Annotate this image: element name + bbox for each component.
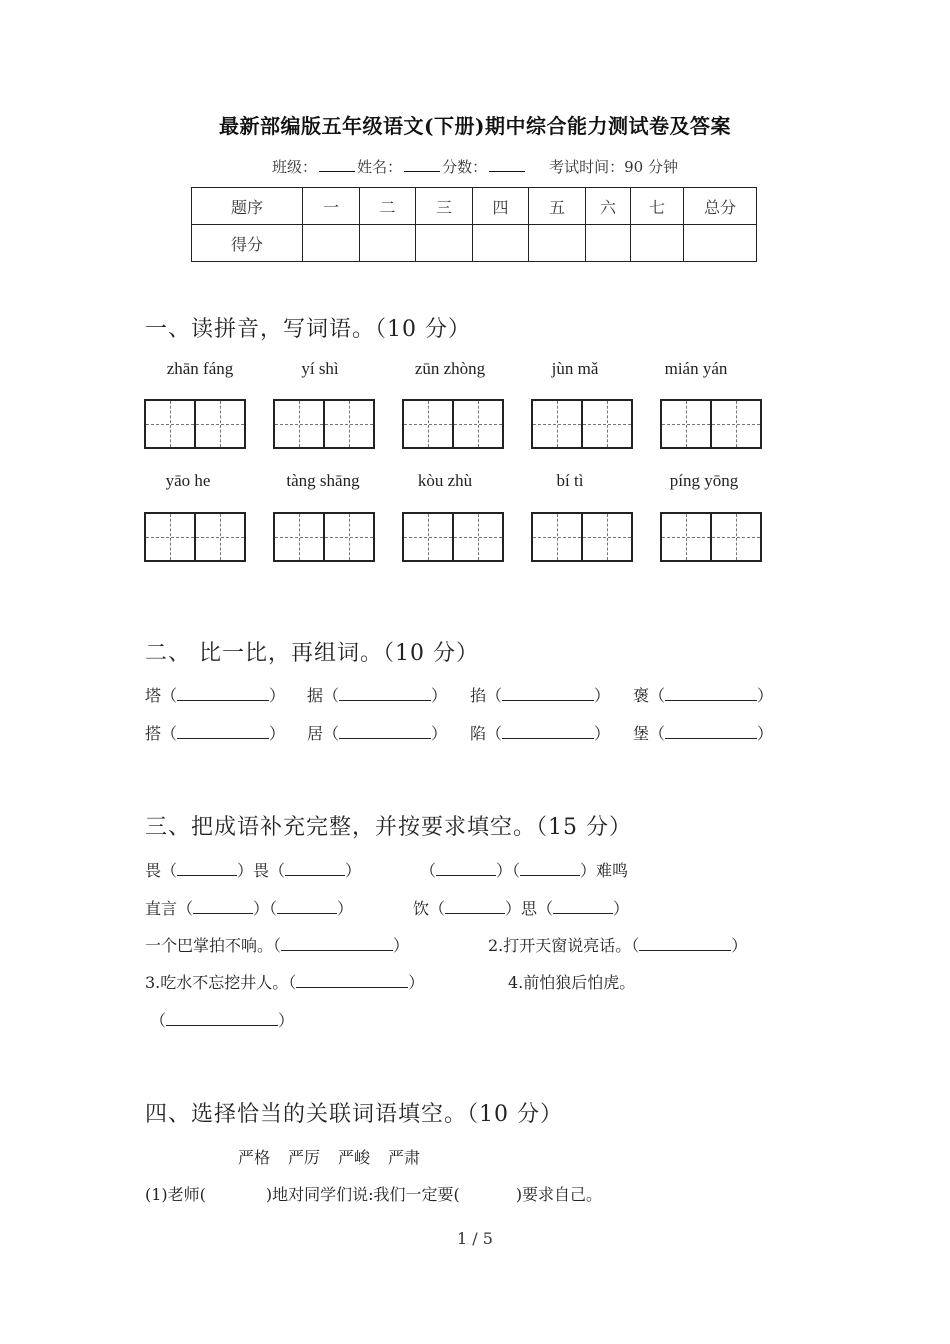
- answer-blank[interactable]: [166, 1009, 278, 1026]
- section-2-heading: 二、 比一比，再组词。（10 分）: [145, 641, 479, 666]
- word-item: 掐（ ）: [470, 686, 611, 705]
- score-label: 分数：: [442, 158, 488, 176]
- table-header-cell: 四: [473, 188, 529, 225]
- table-header-cell: 七: [631, 188, 684, 225]
- proverb-item: 2.打开天窗说亮话。（ ）: [488, 936, 748, 955]
- table-header-cell: 三: [416, 188, 473, 225]
- score-blank[interactable]: [489, 157, 525, 172]
- fill-question: (1)老师( )地对同学们说:我们一定要( )要求自己。: [145, 1185, 603, 1204]
- word-item: 居（ ）: [307, 724, 448, 743]
- word-option: 严峻: [338, 1148, 371, 1167]
- writing-grid[interactable]: [273, 512, 375, 562]
- answer-blank[interactable]: [639, 934, 731, 951]
- table-header-cell: 二: [360, 188, 416, 225]
- score-cell[interactable]: [303, 225, 360, 262]
- score-cell[interactable]: [416, 225, 473, 262]
- exam-info-line: [0, 156, 950, 177]
- idiom-item: （ ）（ ）难鸣: [420, 861, 629, 880]
- answer-blank[interactable]: [445, 897, 505, 914]
- pinyin-label: yāo he: [165, 471, 211, 490]
- word-options: [238, 1145, 420, 1168]
- section-1-heading: 一、读拼音，写词语。（10 分）: [145, 317, 471, 342]
- score-row-label: 得分: [192, 225, 303, 262]
- writing-grid[interactable]: [144, 399, 246, 449]
- answer-blank[interactable]: [281, 934, 393, 951]
- table-header-cell: 题序: [192, 188, 303, 225]
- word-item: 陷（ ）: [470, 724, 611, 743]
- answer-blank[interactable]: [193, 897, 253, 914]
- word-item: 褒（ ）: [633, 686, 774, 705]
- writing-grid[interactable]: [402, 512, 504, 562]
- answer-blank[interactable]: [502, 684, 594, 701]
- section-3-heading: 三、把成语补充完整，并按要求填空。（15 分）: [145, 815, 632, 840]
- pinyin-label: kòu zhù: [417, 471, 473, 490]
- answer-blank[interactable]: [665, 684, 757, 701]
- idiom-item: 饮（ ）思（ ）: [413, 899, 630, 918]
- proverb-item: 4.前怕狼后怕虎。: [508, 973, 636, 992]
- answer-blank[interactable]: [285, 859, 345, 876]
- writing-grid[interactable]: [531, 399, 633, 449]
- answer-blank[interactable]: [277, 897, 337, 914]
- pinyin-label: yí shì: [301, 359, 339, 378]
- proverb-answer: （ ）: [150, 1011, 295, 1030]
- writing-grid[interactable]: [660, 512, 762, 562]
- score-cell[interactable]: [360, 225, 416, 262]
- score-table-header-row: [192, 188, 757, 225]
- pinyin-label: jùn mǎ: [551, 359, 599, 378]
- answer-blank[interactable]: [665, 722, 757, 739]
- table-header-cell: 一: [303, 188, 360, 225]
- writing-grid[interactable]: [273, 399, 375, 449]
- class-label: 班级：: [272, 158, 318, 176]
- name-label: 姓名：: [357, 158, 403, 176]
- score-cell[interactable]: [631, 225, 684, 262]
- name-blank[interactable]: [404, 157, 440, 172]
- score-cell[interactable]: [586, 225, 631, 262]
- table-header-cell: 六: [586, 188, 631, 225]
- score-cell[interactable]: [684, 225, 757, 262]
- table-header-cell: 五: [529, 188, 586, 225]
- answer-blank[interactable]: [436, 859, 496, 876]
- answer-blank[interactable]: [502, 722, 594, 739]
- word-item: 搭（ ）: [145, 724, 286, 743]
- answer-blank[interactable]: [177, 859, 237, 876]
- word-item: 堡（ ）: [633, 724, 774, 743]
- word-item: 塔（ ）: [145, 686, 286, 705]
- idiom-item: 畏（ ）畏（ ）: [145, 861, 362, 880]
- pinyin-label: píng yōng: [669, 471, 739, 490]
- answer-blank[interactable]: [553, 897, 613, 914]
- time-label: 考试时间：90 分钟: [549, 158, 678, 176]
- word-item: 据（ ）: [307, 686, 448, 705]
- table-header-cell: 总分: [684, 188, 757, 225]
- answer-blank[interactable]: [296, 971, 408, 988]
- answer-blank[interactable]: [339, 684, 431, 701]
- proverb-item: 3.吃水不忘挖井人。（ ）: [145, 973, 425, 992]
- pinyin-label: bí tì: [556, 471, 584, 490]
- score-table: [191, 187, 757, 262]
- pinyin-label: mián yán: [664, 359, 728, 378]
- word-option: 严肃: [388, 1148, 421, 1167]
- idiom-item: 直言（ ）（ ）: [145, 899, 354, 918]
- answer-blank[interactable]: [177, 722, 269, 739]
- page-number: 1 / 5: [457, 1229, 493, 1248]
- writing-grid[interactable]: [531, 512, 633, 562]
- score-cell[interactable]: [529, 225, 586, 262]
- section-4-heading: 四、选择恰当的关联词语填空。（10 分）: [145, 1102, 563, 1127]
- document-title: 最新部编版五年级语文(下册)期中综合能力测试卷及答案: [219, 114, 731, 138]
- writing-grid[interactable]: [402, 399, 504, 449]
- word-option: 严格: [238, 1148, 271, 1167]
- writing-grid[interactable]: [660, 399, 762, 449]
- writing-grid[interactable]: [144, 512, 246, 562]
- pinyin-label: zūn zhòng: [414, 359, 486, 378]
- answer-blank[interactable]: [177, 684, 269, 701]
- score-table-score-row: [192, 225, 757, 262]
- score-cell[interactable]: [473, 225, 529, 262]
- pinyin-label: tàng shāng: [286, 471, 360, 490]
- word-option: 严厉: [288, 1148, 321, 1167]
- answer-blank[interactable]: [339, 722, 431, 739]
- answer-blank[interactable]: [520, 859, 580, 876]
- pinyin-label: zhān fáng: [166, 359, 234, 378]
- proverb-item: 一个巴掌拍不响。（ ）: [145, 936, 410, 955]
- class-blank[interactable]: [319, 157, 355, 172]
